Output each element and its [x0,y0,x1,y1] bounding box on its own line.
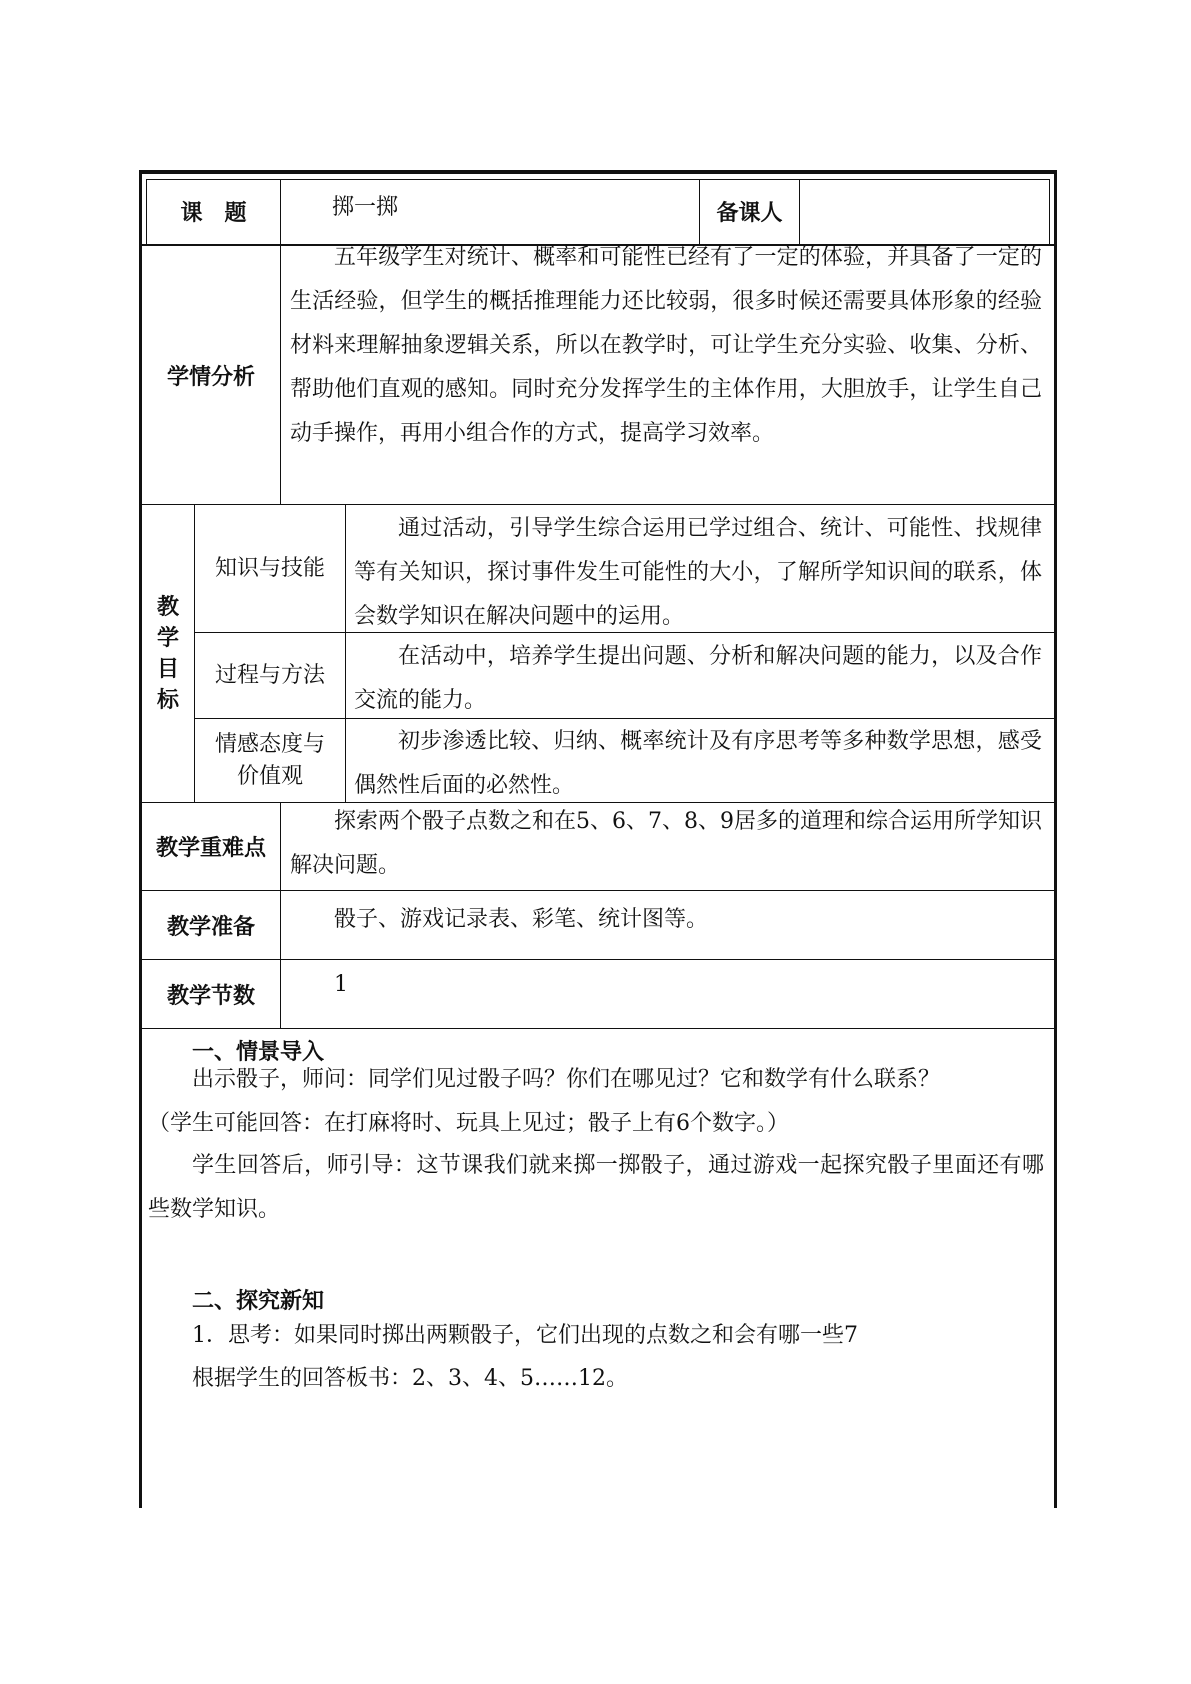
preparation-text: 骰子、游戏记录表、彩笔、统计图等。 [334,907,709,932]
section1-paragraph: （学生可能回答：在打麻将时、玩具上见过；骰子上有6个数字。） [148,1111,789,1136]
section1-paragraph: 学生回答后，师引导：这节课我们就来掷一掷骰子，通过游戏一起探究骰子里面还有哪些数学知识。 [148,1153,1044,1222]
objective-emotion-text: 初步渗透比较、归纳、概率统计及有序思考等多种数学思想，感受偶然性后面的必然性。 [354,729,1042,798]
divider [280,960,281,1028]
objective-process-text: 在活动中，培养学生提出问题、分析和解决问题的能力，以及合作交流的能力。 [354,644,1042,713]
objective-knowledge-text: 通过活动，引导学生综合运用已学过组合、统计、可能性、找规律等有关知识，探讨事件发生可能性的大小，了解所学知识间的联系，体会数学知识在解决问题中的运用。 [354,516,1042,629]
key-points-label: 教学重难点 [155,835,266,861]
section2-title: 二、探究新知 [192,1288,325,1314]
row1-right-rule [1049,179,1050,244]
objectives-char: 学 [156,624,179,651]
objective-knowledge-label: 知识与技能 [214,555,325,581]
key-points-text: 探索两个骰子点数之和在5、6、7、8、9居多的道理和综合运用所学知识解决问题。 [290,809,1042,878]
lesson-plan-table [139,170,1057,1508]
section1-title: 一、情景导入 [192,1039,325,1065]
divider [280,246,281,504]
objectives-group-label [142,505,194,802]
section2-paragraph: 1．思考：如果同时掷出两颗骰子，它们出现的点数之和会有哪一些7 [192,1323,858,1348]
objectives-char: 教 [156,593,179,620]
preparer-label: 备课人 [716,200,783,226]
divider [799,179,800,244]
objective-emotion-label-line: 情感态度与 [214,731,325,757]
row-rule [142,1028,1054,1029]
top-double-rule [146,179,1050,180]
objective-emotion-label [195,719,345,802]
section2-paragraph: 根据学生的回答板书：2、3、4、5……12。 [192,1366,628,1391]
objective-process-label: 过程与方法 [214,662,325,688]
student-analysis-label: 学情分析 [166,363,255,390]
preparation-label: 教学准备 [166,913,255,940]
section1-paragraph: 出示骰子，师问：同学们见过骰子吗？你们在哪见过？它和数学有什么联系？ [192,1067,941,1092]
periods-value: 1 [334,972,348,997]
student-analysis-text: 五年级学生对统计、概率和可能性已经有了一定的体验，并具备了一定的生活经验，但学生的概括推理能力还比较弱，很多时候还需要具体形象的经验材料来理解抽象逻辑关系，所以在教学时，可让学生充分实验、收集、分析、帮助他们直观的感知。同时充分发挥学生的主体作用，大胆放手，让学生自己动手操作，再用小组合作的方式，提高学习效率。 [290,245,1042,446]
periods-label: 教学节数 [166,982,255,1009]
objectives-char: 目 [156,655,179,682]
topic-label: 课 题 [180,200,247,226]
divider [280,891,281,959]
objective-emotion-label-line: 价值观 [236,763,303,789]
divider [280,179,281,244]
divider [280,803,281,890]
objectives-char: 标 [156,686,179,713]
topic-value: 掷一掷 [332,195,399,220]
divider [345,505,346,802]
